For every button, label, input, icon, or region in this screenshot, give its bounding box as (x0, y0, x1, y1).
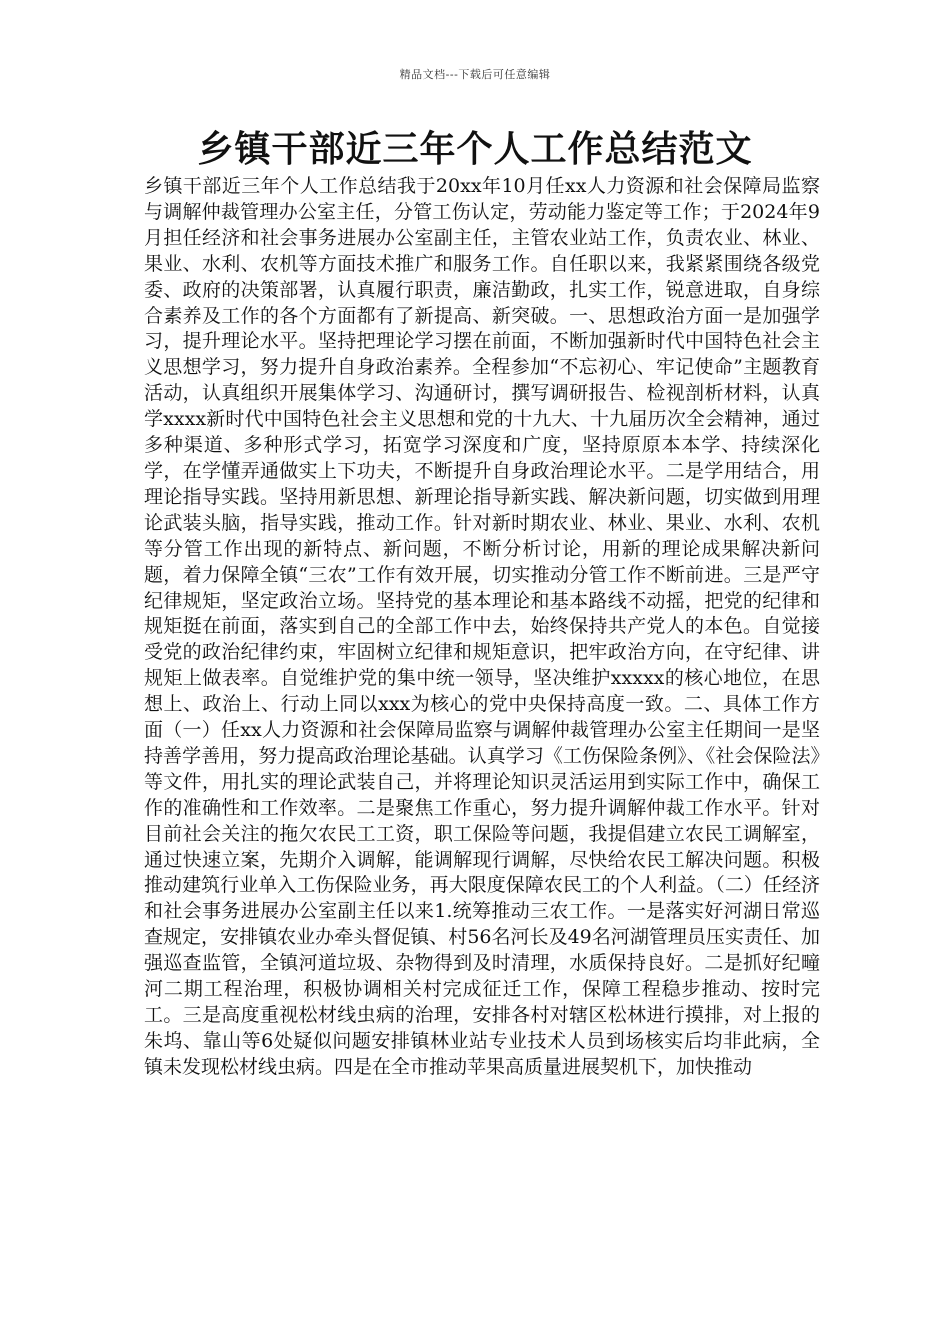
document-body-paragraph: 乡镇干部近三年个人工作总结我于20xx年10月任xx人力资源和社会保障局监察与调解仲裁管理办公室主任，分管工伤认定，劳动能力鉴定等工作；于2024年9月担任经济和社会事务进展办公室副主任，主管农业站工作，负责农业、林业、果业、水利、农机等方面技术推广和服务工作。自任职以来，我紧紧围绕各级党委、政府的决策部署，认真履行职责，廉洁勤政，扎实工作，锐意进取，自身综合素养及工作的各个方面都有了新提高、新突破。一、思想政治方面一是加强学习，提升理论水平。坚持把理论学习摆在前面，不断加强新时代中国特色社会主义思想学习，努力提升自身政治素养。全程参加“不忘初心、牢记使命”主题教育活动，认真组织开展集体学习、沟通研讨，撰写调研报告、检视剖析材料，认真学xxxx新时代中国特色社会主义思想和党的十九大、十九届历次全会精神，通过多种渠道、多种形式学习，拓宽学习深度和广度，坚持原原本本学、持续深化学，在学懂弄通做实上下功夫，不断提升自身政治理论水平。二是学用结合，用理论指导实践。坚持用新思想、新理论指导新实践、解决新问题，切实做到用理论武装头脑，指导实践，推动工作。针对新时期农业、林业、果业、水利、农机等分管工作出现的新特点、新问题，不断分析讨论，用新的理论成果解决新问题，着力保障全镇“三农”工作有效开展，切实推动分管工作不断前进。三是严守纪律规矩，坚定政治立场。坚持党的基本理论和基本路线不动摇，把党的纪律和规矩挺在前面，落实到自己的全部工作中去，始终保持共产党人的本色。自觉接受党的政治纪律约束，牢固树立纪律和规矩意识，把牢政治方向，在守纪律、讲规矩上做表率。自觉维护党的集中统一领导，坚决维护xxxxx的核心地位，在思想上、政治上、行动上同以xxx为核心的党中央保持高度一致。二、具体工作方面（一）任xx人力资源和社会保障局监察与调解仲裁管理办公室主任期间一是坚持善学善用，努力提高政治理论基础。认真学习《工伤保险条例》、《社会保险法》等文件，用扎实的理论武装自己，并将理论知识灵活运用到实际工作中，确保工作的准确性和工作效率。二是聚焦工作重心，努力提升调解仲裁工作水平。针对目前社会关注的拖欠农民工工资，职工保险等问题，我提倡建立农民工调解室，通过快速立案，先期介入调解，能调解现行调解，尽快给农民工解决问题。积极推动建筑行业单入工伤保险业务，再大限度保障农民工的个人利益。（二）任经济和社会事务进展办公室副主任以来1.统筹推动三农工作。一是落实好河湖日常巡查规定，安排镇农业办牵头督促镇、村56名河长及49名河湖管理员压实责任、加强巡查监管，全镇河道垃圾、杂物得到及时清理，水质保持良好。二是抓好纪疃河二期工程治理，积极协调相关村完成征迁工作，保障工程稳步推动、按时完工。三是高度重视松材线虫病的治理，安排各村对辖区松林进行摸排，对上报的朱坞、靠山等6处疑似问题安排镇林业站专业技术人员到场核实后均非此病，全镇未发现松材线虫病。四是在全市推动苹果高质量进展契机下，加快推动 (144, 175, 820, 1078)
page-header-note: 精品文档---下载后可任意编辑 (399, 68, 551, 81)
document-title: 乡镇干部近三年个人工作总结范文 (197, 129, 753, 170)
